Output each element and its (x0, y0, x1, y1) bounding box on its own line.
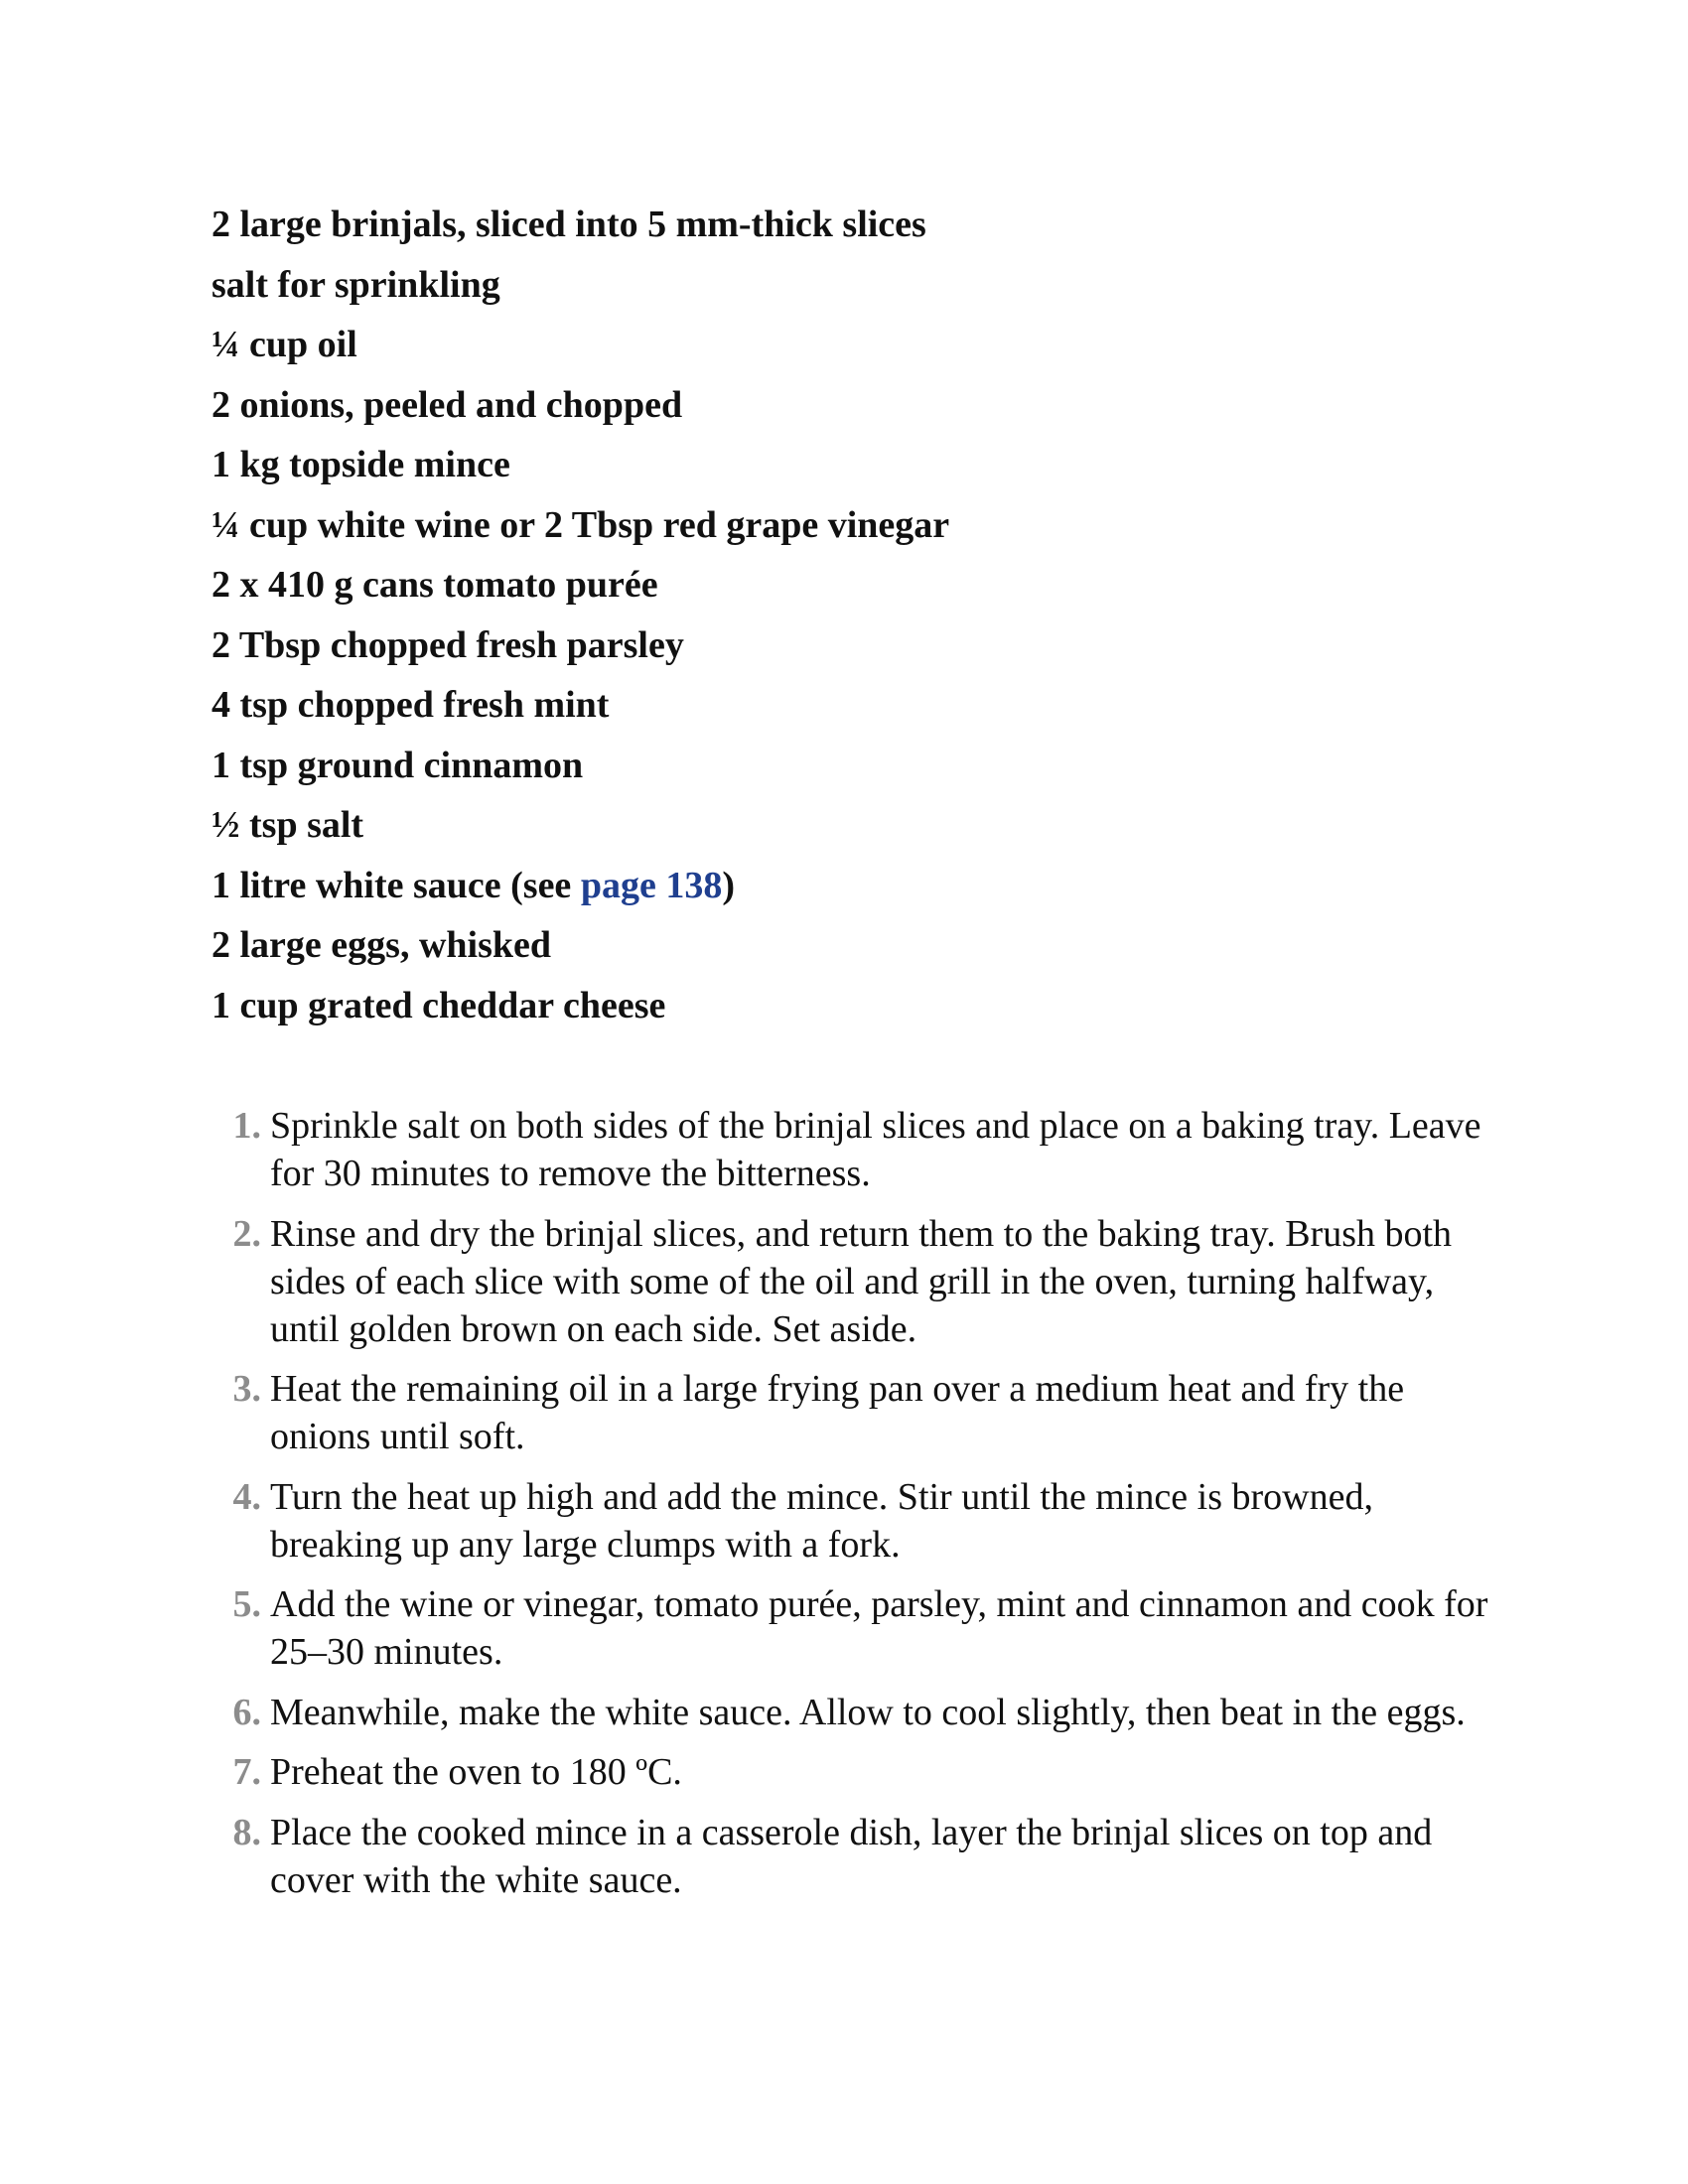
ingredient-item (211, 736, 1502, 796)
ingredient-item (211, 255, 1502, 316)
step-number: 1. (232, 1105, 261, 1147)
step-number: 5. (232, 1583, 261, 1625)
step-number: 7. (232, 1751, 261, 1793)
step-number: 2. (232, 1212, 261, 1255)
step-text: Place the cooked mince in a casserole dish, layer the brinjal slices on top and cover with the white sauce. (270, 1811, 1433, 1901)
method-step (211, 1748, 1502, 1796)
ingredient-text: 2 Tbsp chopped fresh parsley (211, 623, 684, 666)
ingredient-item (211, 435, 1502, 495)
ingredient-text: 1 litre white sauce (see (211, 864, 581, 906)
step-text: Rinse and dry the brinjal slices, and return them to the baking tray. Brush both sides of each slice with some of the oil and grill in the oven, turning halfway, until golden brown on each side. Set aside. (270, 1212, 1453, 1350)
step-number: 4. (232, 1475, 261, 1518)
ingredient-text: 4 tsp chopped fresh mint (211, 684, 610, 726)
ingredient-item (211, 615, 1502, 676)
ingredient-text-closing: ) (722, 864, 735, 906)
ingredient-text: 2 large brinjals, sliced into 5 mm-thick slices (211, 204, 926, 245)
ingredients-list (211, 195, 1502, 1035)
method-steps-list (211, 1102, 1502, 1916)
ingredient-item (211, 195, 1502, 255)
method-step (211, 1689, 1502, 1736)
ingredient-item (211, 675, 1502, 736)
step-number: 3. (232, 1368, 261, 1410)
method-step (211, 1580, 1502, 1676)
ingredient-text: 2 x 410 g cans tomato purée (211, 564, 658, 606)
ingredient-item (211, 795, 1502, 856)
step-number: 8. (232, 1811, 261, 1853)
step-text: Heat the remaining oil in a large frying pan over a medium heat and fry the onions until soft. (270, 1368, 1405, 1457)
ingredient-text: ½ tsp salt (211, 804, 364, 846)
ingredient-item-white-sauce (211, 856, 1502, 916)
ingredient-text: ¼ cup oil (211, 324, 357, 365)
ingredient-text: 2 onions, peeled and chopped (211, 383, 683, 426)
step-text: Turn the heat up high and add the mince. Stir until the mince is browned, breaking up any large clumps with a fork. (270, 1475, 1373, 1566)
ingredient-text: 1 tsp ground cinnamon (211, 744, 584, 786)
ingredient-text: ¼ cup white wine or 2 Tbsp red grape vinegar (211, 503, 950, 546)
ingredient-item (211, 375, 1502, 436)
step-text: Meanwhile, make the white sauce. Allow to cool slightly, then beat in the eggs. (270, 1691, 1466, 1733)
ingredient-item (211, 555, 1502, 615)
step-number: 6. (232, 1691, 261, 1733)
step-text: Add the wine or vinegar, tomato purée, parsley, mint and cinnamon and cook for 25–30 minutes. (270, 1583, 1488, 1673)
ingredient-item (211, 976, 1502, 1036)
step-text: Sprinkle salt on both sides of the brinjal slices and place on a baking tray. Leave for 30 minutes to remove the bitterness. (270, 1105, 1481, 1194)
method-step (211, 1210, 1502, 1353)
method-step (211, 1365, 1502, 1460)
ingredient-text: salt for sprinkling (211, 263, 500, 306)
ingredient-text: 1 cup grated cheddar cheese (211, 984, 666, 1026)
page-reference-link[interactable]: page 138 (580, 864, 723, 906)
method-step (211, 1102, 1502, 1197)
step-text: Preheat the oven to 180 ºC. (270, 1751, 682, 1793)
ingredient-item (211, 915, 1502, 976)
ingredient-item (211, 495, 1502, 556)
method-step (211, 1473, 1502, 1569)
method-step (211, 1809, 1502, 1904)
ingredient-text: 2 large eggs, whisked (211, 924, 551, 966)
ingredient-item (211, 315, 1502, 375)
ingredient-text: 1 kg topside mince (211, 444, 510, 485)
